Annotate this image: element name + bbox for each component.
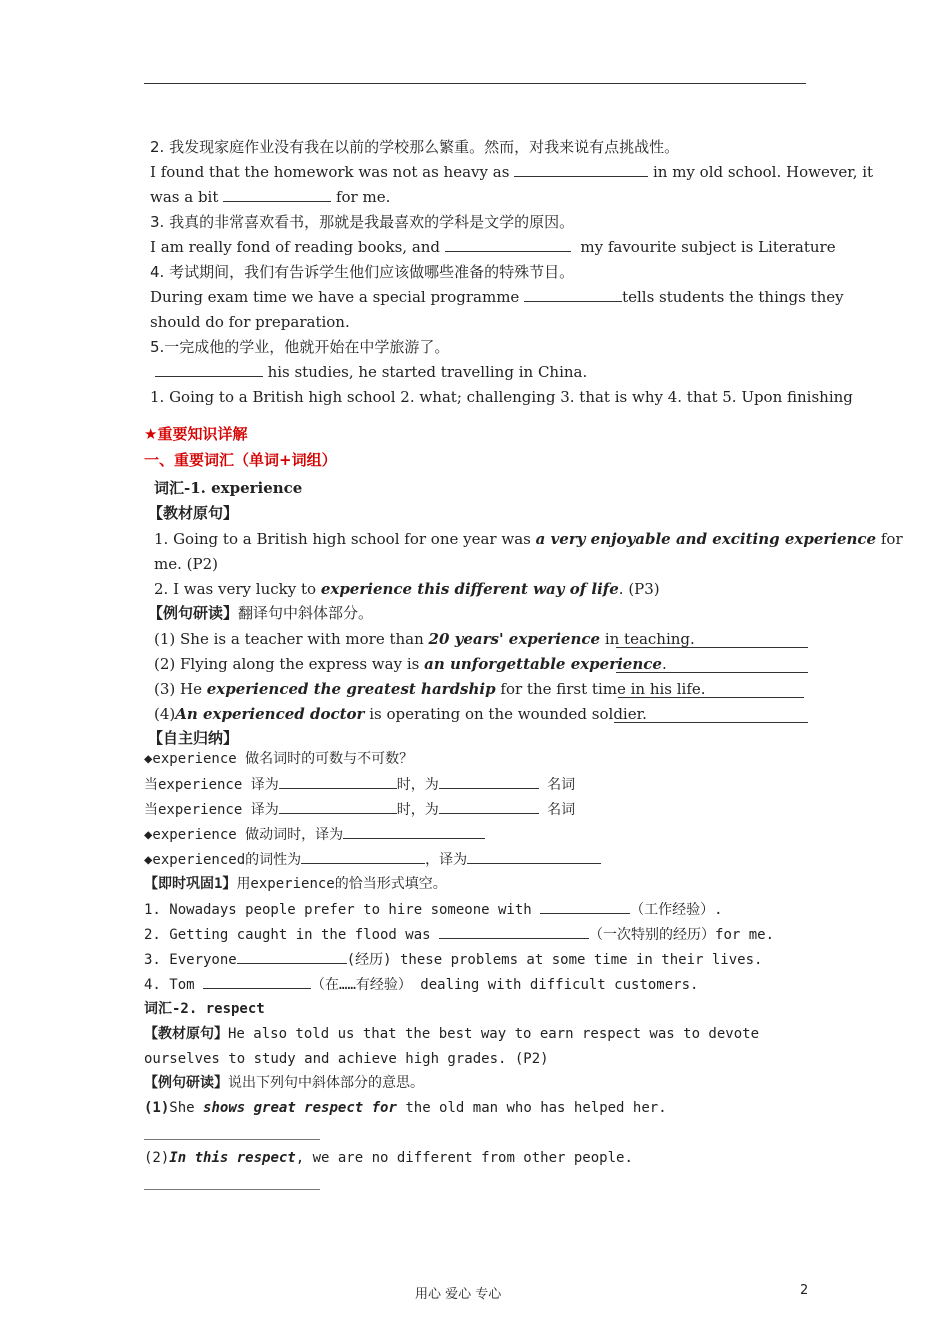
practice-4: 4. Tom （在……有经验） dealing with difficult customers. bbox=[144, 974, 698, 995]
summary-line-4: ◆experience 做动词时，译为 bbox=[144, 824, 485, 845]
vocab2-heading: 词汇-2. respect bbox=[144, 1001, 265, 1017]
q5-blank[interactable] bbox=[155, 362, 263, 377]
respect-example-1: (1)She shows great respect for the old man who has helped her. bbox=[144, 1100, 667, 1116]
example-4-blank[interactable] bbox=[614, 722, 808, 723]
example-3-blank[interactable] bbox=[618, 697, 804, 698]
summary-blank-2a[interactable] bbox=[279, 774, 397, 789]
summary-blank-4[interactable] bbox=[343, 824, 485, 839]
summary-blank-5a[interactable] bbox=[301, 849, 425, 864]
summary-line-3: 当experience 译为 时，为 名词 bbox=[144, 799, 575, 820]
q2-blank-2[interactable] bbox=[223, 187, 331, 202]
q4-english-line1: During exam time we have a special programme tells students the things they bbox=[150, 288, 844, 306]
summary-blank-3b[interactable] bbox=[439, 799, 539, 814]
answer-key: 1. Going to a British high school 2. what; challenging 3. that is why 4. that 5. Upon finishing bbox=[150, 388, 853, 406]
vocab1-sentence1-cont: me. (P2) bbox=[154, 555, 218, 573]
respect-example-2: (2)In this respect, we are no different from other people. bbox=[144, 1150, 633, 1166]
practice-blank-4[interactable] bbox=[203, 974, 311, 989]
practice-blank-3[interactable] bbox=[237, 949, 347, 964]
summary-line-1: ◆experience 做名词时的可数与不可数？ bbox=[144, 751, 414, 767]
q3-english: I am really fond of reading books, and my favourite subject is Literature bbox=[150, 238, 836, 256]
vocab1-heading: 词汇-1. experience bbox=[154, 479, 303, 497]
example-2-blank[interactable] bbox=[616, 672, 808, 673]
vocab1-example-heading: 【例句研读】翻译句中斜体部分。 bbox=[148, 604, 374, 622]
q2-chinese: 2. 我发现家庭作业没有我在以前的学校那么繁重。然而，对我来说有点挑战性。 bbox=[150, 138, 680, 156]
summary-line-5: ◆experienced的词性为 ，译为 bbox=[144, 849, 601, 870]
section-sub-title: 一、重要词汇（单词+词组） bbox=[144, 451, 337, 469]
summary-blank-3a[interactable] bbox=[279, 799, 397, 814]
q5-chinese: 5.一完成他的学业，他就开始在中学旅游了。 bbox=[150, 338, 450, 356]
practice-3: 3. Everyone (经历) these problems at some time in their lives. bbox=[144, 949, 762, 970]
q2-english-line2: was a bit for me. bbox=[150, 188, 391, 206]
practice-1: 1. Nowadays people prefer to hire someone with （工作经验）. bbox=[144, 899, 723, 920]
vocab1-orig-label: 【教材原句】 bbox=[148, 504, 239, 522]
summary-blank-5b[interactable] bbox=[467, 849, 601, 864]
vocab1-sentence2: 2. I was very lucky to experience this different way of life. (P3) bbox=[154, 580, 660, 598]
summary-blank-2b[interactable] bbox=[439, 774, 539, 789]
vocab2-orig-line2: ourselves to study and achieve high grades. (P2) bbox=[144, 1051, 549, 1067]
q4-english-line2: should do for preparation. bbox=[150, 313, 350, 331]
page-number: 2 bbox=[800, 1283, 809, 1298]
practice-blank-2[interactable] bbox=[439, 924, 589, 939]
vocab1-summary-label: 【自主归纳】 bbox=[148, 729, 239, 747]
respect-answer-line-2[interactable] bbox=[144, 1189, 320, 1190]
practice-blank-1[interactable] bbox=[540, 899, 630, 914]
q3-chinese: 3. 我真的非常喜欢看书，那就是我最喜欢的学科是文学的原因。 bbox=[150, 213, 575, 231]
q4-blank[interactable] bbox=[524, 287, 622, 302]
summary-line-2: 当experience 译为 时，为 名词 bbox=[144, 774, 575, 795]
vocab2-orig-line1: 【教材原句】He also told us that the best way to earn respect was to devote bbox=[144, 1026, 760, 1042]
q4-chinese: 4. 考试期间，我们有告诉学生他们应该做哪些准备的特殊节目。 bbox=[150, 263, 575, 281]
example-1: (1) She is a teacher with more than 20 years' experience in teaching. bbox=[154, 630, 695, 648]
q2-blank-1[interactable] bbox=[514, 162, 648, 177]
footer-motto: 用心 爱心 专心 bbox=[415, 1287, 502, 1302]
vocab2-example-heading: 【例句研读】说出下列句中斜体部分的意思。 bbox=[144, 1075, 424, 1091]
vocab1-sentence1: 1. Going to a British high school for one year was a very enjoyable and exciting experience for bbox=[154, 530, 903, 548]
q5-english: his studies, he started travelling in China. bbox=[150, 362, 587, 382]
example-3: (3) He experienced the greatest hardship for the first time in his life. bbox=[154, 680, 706, 698]
header-rule bbox=[144, 83, 806, 84]
section-star-title: ★重要知识详解 bbox=[144, 425, 248, 443]
respect-answer-line-1[interactable] bbox=[144, 1139, 320, 1140]
practice-heading: 【即时巩固1】用experience的恰当形式填空。 bbox=[144, 876, 447, 892]
q2-english-line1: I found that the homework was not as heavy as in my old school. However, it bbox=[150, 163, 874, 181]
example-1-blank[interactable] bbox=[616, 647, 808, 648]
q3-blank[interactable] bbox=[445, 237, 571, 252]
example-2: (2) Flying along the express way is an unforgettable experience. bbox=[154, 655, 667, 673]
example-4: (4)An experienced doctor is operating on the wounded soldier. bbox=[154, 705, 647, 723]
practice-2: 2. Getting caught in the flood was （一次特别的经历）for me. bbox=[144, 924, 774, 945]
